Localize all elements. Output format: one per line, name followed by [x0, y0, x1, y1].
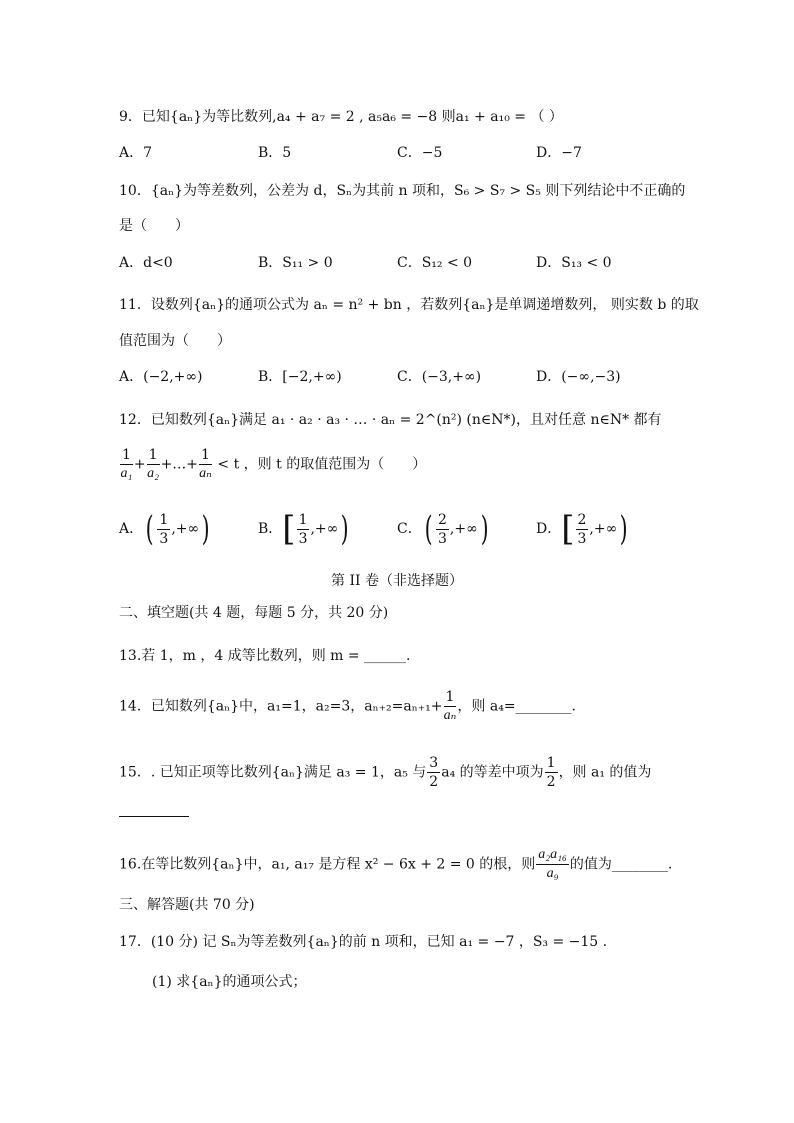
q17: 17．(10 分) 记 Sₙ为等差数列{aₙ}的前 n 项和，已知 a₁ = −7 ，S₃ = −15 . — [119, 934, 608, 950]
q12-stem: 12．已知数列{aₙ}满足 a₁ · a₂ · a₃ · … · aₙ = 2^(n²) (n∈N*)，且对任意 n∈N* 都有 — [119, 412, 662, 428]
q15-answer-blank[interactable] — [119, 802, 189, 817]
q12-option-a: A．( $\frac{1}{3}$ ,+∞) — [119, 509, 210, 549]
section2-heading: 二、填空题(共 4 题，每题 5 分，共 20 分) — [119, 605, 389, 621]
fraction: $\frac{1}{\text{aₙ}}$ — [443, 689, 457, 723]
q10-option-b: B．S₁₁ > 0 — [258, 255, 333, 271]
q13: 13.若 1，m ，4 成等比数列，则 m = ______. — [119, 648, 411, 664]
q12-sum-inequality: $\frac{1}{\text{a₁}}$ + $\frac{1}{\text{a₂}}$ +…+ $\frac{1}{\text{aₙ}}$ < t ，则 t 的取值范围为（ ） — [120, 447, 427, 481]
q11-option-a: A．(−2,+∞) — [119, 369, 203, 385]
q14: 14．已知数列{aₙ}中，a₁=1，a₂=3，aₙ₊₂=aₙ₊₁+ $\frac{1}{\text{aₙ}}$ ，则 a₄=________. — [119, 689, 577, 723]
q11-stem: 11．设数列{aₙ}的通项公式为 aₙ = n² + bn ，若数列{aₙ}是单调递增数列， 则实数 b 的取 — [119, 297, 699, 313]
q9-option-b: B．5 — [258, 145, 292, 161]
q9-option-a: A．7 — [119, 145, 153, 161]
q15: 15．. 已知正项等比数列{aₙ}满足 a₃ = 1，a₅ 与 $\frac{3}{2}$ a₄ 的等差中项为 $\frac{1}{2}$ ，则 a₁ 的值为 — [119, 755, 652, 790]
q10-stem-cont: 是（ ） — [119, 218, 189, 234]
q17-part1: (1) 求{aₙ}的通项公式； — [152, 974, 307, 990]
fraction: $\frac{1}{2}$ — [546, 755, 556, 790]
q11-option-d: D．(−∞,−3) — [536, 369, 621, 385]
q10-option-c: C．S₁₂ < 0 — [397, 255, 473, 271]
section3-heading: 三、解答题(共 70 分) — [119, 897, 255, 913]
fraction: $\frac{3}{2}$ — [429, 755, 439, 790]
q16: 16.在等比数列{aₙ}中，a₁, a₁₇ 是方程 x² − 6x + 2 = 0 的根，则 $\frac{\text{a₂a₁₆}}{\text{a₉}}$ 的值为________. — [119, 847, 673, 881]
q11-option-c: C．(−3,+∞) — [397, 369, 482, 385]
q12-option-d: D．[ $\frac{2}{3}$ ,+∞) — [536, 509, 628, 549]
q12-option-c: C．( $\frac{2}{3}$ ,+∞) — [397, 509, 489, 549]
q10-option-d: D．S₁₃ < 0 — [536, 255, 612, 271]
q11-stem-cont: 值范围为（ ） — [119, 333, 231, 349]
fraction: $\frac{\text{a₂a₁₆}}{\text{a₉}}$ — [538, 847, 567, 881]
fraction: $\frac{1}{\text{a₂}}$ — [147, 447, 160, 481]
fraction: $\frac{1}{\text{aₙ}}$ — [199, 447, 212, 481]
q9-option-c: C．−5 — [397, 145, 443, 161]
q11-option-b: B．[−2,+∞) — [258, 369, 342, 385]
q10-option-a: A．d<0 — [119, 255, 173, 271]
q10-stem: 10．{aₙ}为等差数列，公差为 d，Sₙ为其前 n 项和，S₆ > S₇ > S₅ 则下列结论中不正确的 — [119, 183, 686, 199]
q12-stem-tail: < t ，则 t 的取值范围为（ ） — [217, 456, 427, 473]
q9-option-d: D．−7 — [536, 145, 582, 161]
q12-option-b: B．[ $\frac{1}{3}$ ,+∞) — [258, 509, 349, 549]
fraction: $\frac{1}{\text{a₁}}$ — [120, 447, 133, 481]
part2-title: 第 II 卷（非选择题） — [331, 573, 463, 589]
q9-stem: 9．已知{aₙ}为等比数列,a₄ + a₇ = 2 , a₅a₆ = −8 则a₁ + a₁₀ = （ ） — [119, 109, 563, 125]
